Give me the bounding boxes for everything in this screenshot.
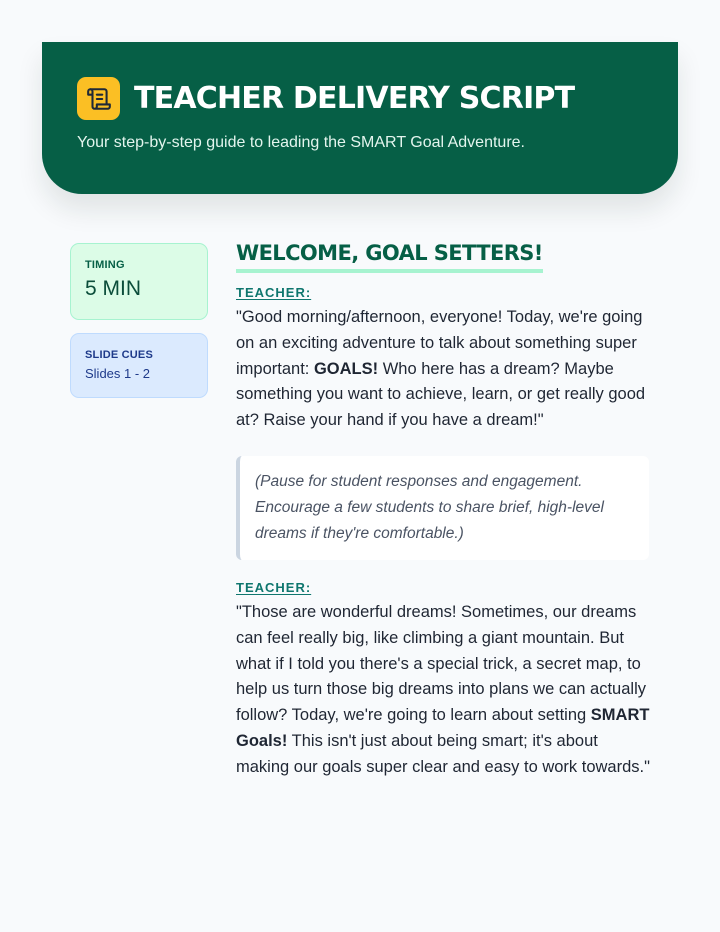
page-subtitle: Your step-by-step guide to leading the SMART Goal Adventure. xyxy=(77,134,525,151)
sidebar xyxy=(70,243,208,398)
speaker-label: TEACHER: xyxy=(236,285,312,300)
speech-text: Who here has a dream? Maybe something you want to achieve, learn, or get really good at? Raise your hand if you have a dream!" xyxy=(236,359,646,430)
section-title: WELCOME, GOAL SETTERS! xyxy=(236,241,543,273)
speech-paragraph xyxy=(236,305,652,434)
speech-paragraph xyxy=(236,600,652,781)
page-title: TEACHER DELIVERY SCRIPT xyxy=(134,81,575,116)
script-content xyxy=(236,241,652,781)
speech-text: "Good morning/afternoon, everyone! Today, we're going on an exciting adventure to talk about something super important: xyxy=(236,308,643,378)
timing-value: 5 MIN xyxy=(85,277,142,300)
timing-card xyxy=(70,243,208,320)
speech-emphasis: SMART Goals! xyxy=(236,706,650,750)
stage-direction-note: (Pause for student responses and engagement. Encourage a few students to share brief, high-level dreams if they're comfortable.) xyxy=(236,456,649,560)
speech-text: "Those are wonderful dreams! Sometimes, our dreams can feel really big, like climbing a giant mountain. But what if I told you there's a special trick, a secret map, to help us turn those big dreams into plans we can actually follow? Today, we're going to learn about setting xyxy=(236,602,646,725)
speech-text: This isn't just about being smart; it's about making our goals super clear and easy to work towards." xyxy=(236,731,650,776)
speech-emphasis: GOALS! xyxy=(313,359,379,378)
slide-cues-card xyxy=(70,333,208,398)
slide-cues-label: SLIDE CUES xyxy=(85,349,154,361)
header-title-row xyxy=(77,77,678,120)
timing-label: TIMING xyxy=(85,259,125,271)
header-banner xyxy=(42,42,678,194)
speaker-label: TEACHER: xyxy=(236,579,312,595)
slide-cues-value: Slides 1 - 2 xyxy=(85,366,151,381)
scroll-icon xyxy=(77,77,120,120)
